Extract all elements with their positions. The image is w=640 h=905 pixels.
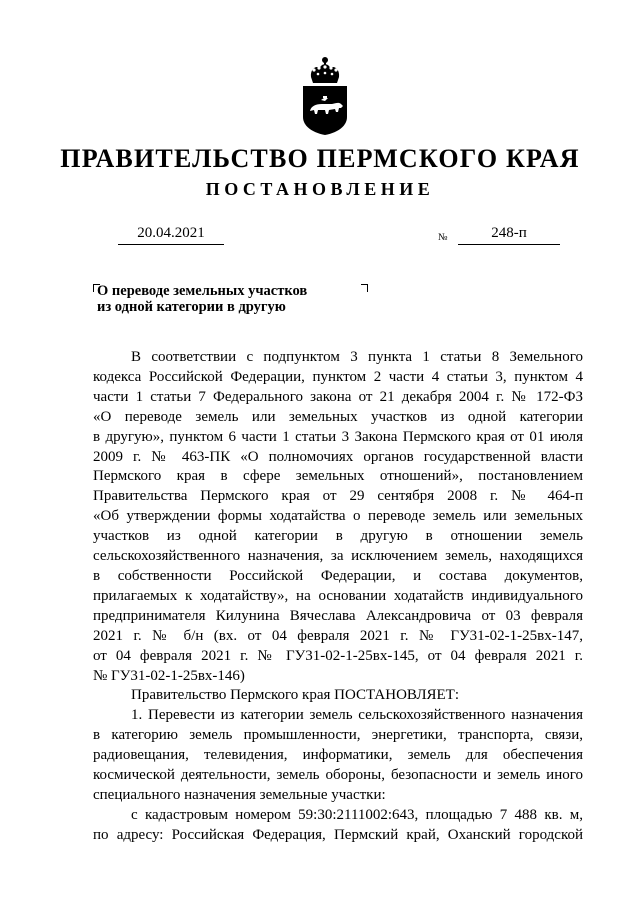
paragraph-parcel bbox=[93, 806, 583, 846]
subject-line-2: из одной категории в другую bbox=[97, 299, 286, 315]
text-line: «Об утверждении формы ходатайства о переводе земель или земельных bbox=[93, 508, 583, 525]
text-line: от 04 февраля 2021 г. № ГУ31-02-1-25вх-145, от 04 февраля 2021 г. bbox=[93, 647, 583, 664]
text-line: кодекса Российской Федерации, пунктом 2 части 4 статьи 3, пунктом 4 bbox=[93, 368, 583, 385]
text-line: части 1 статьи 7 Федерального закона от 21 декабря 2004 г. № 172-ФЗ bbox=[93, 388, 583, 405]
shield-icon bbox=[303, 86, 347, 135]
date-underline bbox=[118, 244, 224, 245]
paragraph-resolves: Правительство Пермского края ПОСТАНОВЛЯЕТ: bbox=[131, 687, 460, 704]
text-line: предпринимателя Килунина Вячеслава Александровича от 03 февраля bbox=[93, 607, 583, 624]
government-title: ПРАВИТЕЛЬСТВО ПЕРМСКОГО КРАЯ bbox=[60, 144, 580, 173]
text-line: 2021 г. № б/н (вх. от 04 февраля 2021 г. № ГУ31-02-1-25вх-147, bbox=[93, 627, 583, 644]
paragraph-item-1 bbox=[93, 706, 583, 806]
document-number: 248-п bbox=[491, 225, 527, 241]
coat-of-arms-emblem bbox=[296, 55, 354, 135]
text-line: № ГУ31-02-1-25вх-146) bbox=[93, 667, 245, 684]
text-line: с кадастровым номером 59:30:2111002:643, площадью 7 488 кв. м, bbox=[131, 806, 583, 823]
text-line: «О переводе земель или земельных участков из одной категории bbox=[93, 408, 583, 425]
subject-corner-right bbox=[361, 284, 368, 292]
text-line: 1. Перевести из категории земель сельскохозяйственного назначения bbox=[131, 707, 583, 724]
text-line: по адресу: Российская Федерация, Пермский край, Оханский городской bbox=[93, 826, 583, 843]
text-line: специального назначения земельные участки: bbox=[93, 786, 386, 803]
text-line: в категорию земель промышленности, энергетики, транспорта, связи, bbox=[93, 727, 583, 744]
text-line: сельскохозяйственного назначения, за исключением земель, находящихся bbox=[93, 548, 583, 565]
number-label: № bbox=[438, 232, 448, 243]
text-line: радиовещания, телевидения, информатики, земель для обеспечения bbox=[93, 747, 583, 764]
text-line: В соответствии с подпунктом 3 пункта 1 статьи 8 Земельного bbox=[131, 349, 583, 365]
text-line: 2009 г. № 463-ПК «О полномочиях органов государственной власти bbox=[93, 448, 583, 465]
paragraph-legal-basis bbox=[93, 348, 583, 686]
text-line: в другую», пунктом 6 части 1 статьи 3 Закона Пермского края от 01 июля bbox=[93, 428, 583, 445]
text-line: космической деятельности, земель обороны, безопасности и земель иного bbox=[93, 767, 583, 784]
number-underline bbox=[458, 244, 560, 245]
text-line: Пермского края в сфере земельных отношений», постановлением bbox=[93, 468, 583, 485]
subject-line-1: О переводе земельных участков bbox=[97, 283, 308, 299]
document-date: 20.04.2021 bbox=[137, 225, 205, 241]
crown-icon bbox=[311, 57, 339, 83]
document-subject bbox=[97, 283, 307, 315]
text-line: прилагаемых к ходатайству», на основании ходатайств индивидуального bbox=[93, 587, 583, 604]
text-line: участков из одной категории в другую в отношении земель bbox=[93, 528, 583, 545]
document-body bbox=[93, 348, 583, 846]
text-line: Правительства Пермского края от 29 сентября 2008 г. № 464-п bbox=[93, 488, 583, 505]
text-line: в собственности Российской Федерации, и состава документов, bbox=[93, 567, 583, 584]
document-type: ПОСТАНОВЛЕНИЕ bbox=[205, 179, 435, 199]
